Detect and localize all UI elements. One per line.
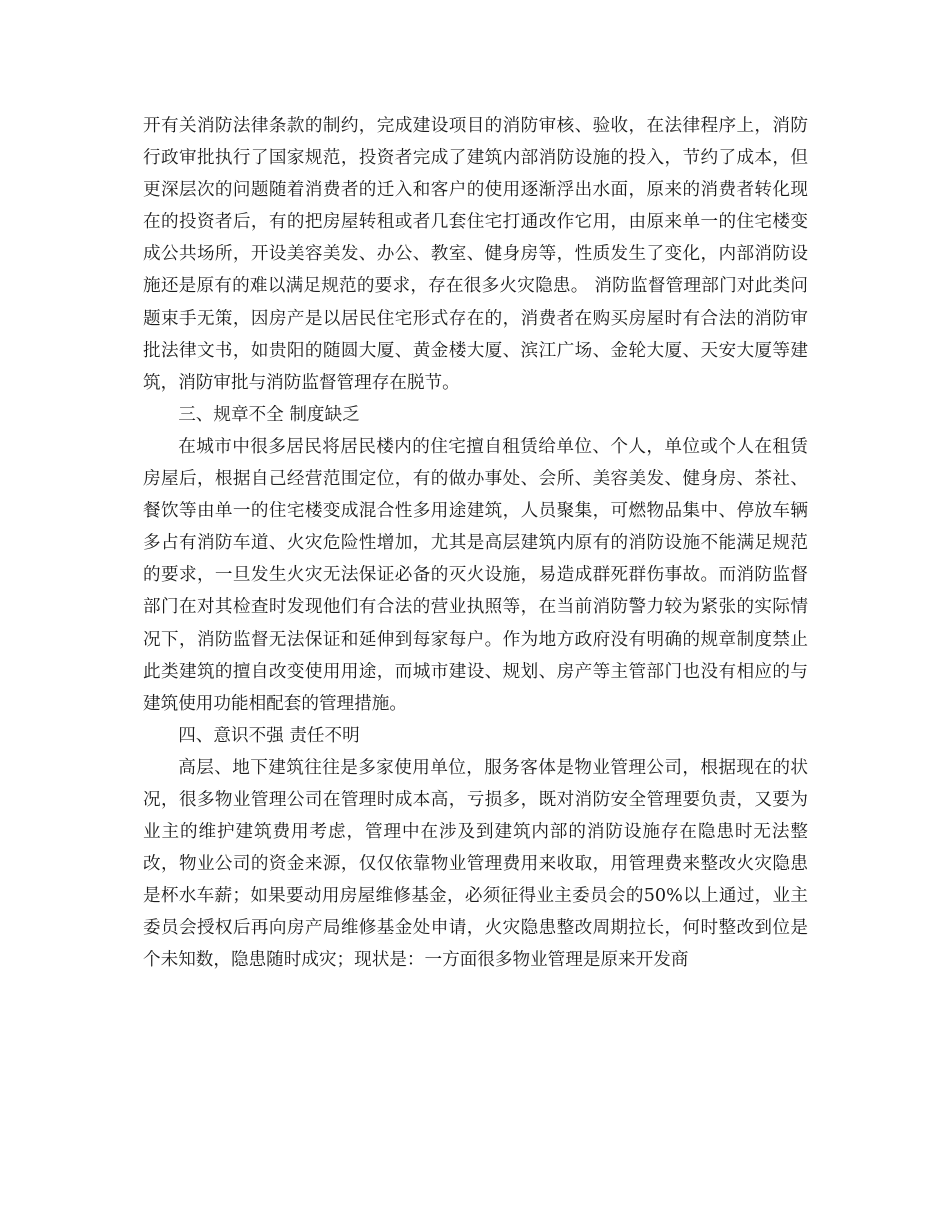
document-body xyxy=(143,110,808,977)
paragraph-awareness: 高层、地下建筑往往是多家使用单位，服务客体是物业管理公司，根据现在的状况，很多物业管理公司在管理时成本高，亏损多，既对消防安全管理要负责，又要为业主的维护建筑费用考虑，管理中在涉及到建筑内部的消防设施存在隐患时无法整改，物业公司的资金来源，仅仅依靠物业管理费用来收取，用管理费来整改火灾隐患是杯水车薪；如果要动用房屋维修基金，必须征得业主委员会的50%以上通过，业主委员会授权后再向房产局维修基金处申请，火灾隐患整改周期拉长，何时整改到位是个未知数，隐患随时成灾；现状是：一方面很多物业管理是原来开发商 xyxy=(143,757,808,971)
section-heading-awareness: 四、意识不强 责任不明 xyxy=(178,725,360,746)
paragraph-regulations: 在城市中很多居民将居民楼内的住宅擅自租赁给单位、个人，单位或个人在租赁房屋后，根据自己经营范围定位，有的做办事处、会所、美容美发、健身房、茶社、餐饮等由单一的住宅楼变成混合性多用途建筑，人员聚集，可燃物品集中、停放车辆多占有消防车道、火灾危险性增加，尤其是高层建筑内原有的消防设施不能满足规范的要求，一旦发生火灾无法保证必备的灭火设施，易造成群死群伤事故。而消防监督部门在对其检查时发现他们有合法的营业执照等，在当前消防警力较为紧张的实际情况下，消防监督无法保证和延伸到每家每户。作为地方政府没有明确的规章制度禁止此类建筑的擅自改变使用用途，而城市建设、规划、房产等主管部门也没有相应的与建筑使用功能相配套的管理措施。 xyxy=(143,436,808,714)
section-heading-regulations: 三、规章不全 制度缺乏 xyxy=(178,404,360,425)
paragraph-review-and-supervision-gap: 开有关消防法律条款的制约，完成建设项目的消防审核、验收，在法律程序上，消防行政审批执行了国家规范，投资者完成了建筑内部消防设施的投入，节约了成本，但更深层次的问题随着消费者的迁入和客户的使用逐渐浮出水面，原来的消费者转化现在的投资者后，有的把房屋转租或者几套住宅打通改作它用，由原来单一的住宅楼变成公共场所，开设美容美发、办公、教室、健身房等，性质发生了变化，内部消防设施还是原有的难以满足规范的要求，存在很多火灾隐患。 消防监督管理部门对此类问题束手无策，因房产是以居民住宅形式存在的，消费者在购买房屋时有合法的消防审批法律文书，如贵阳的随圆大厦、黄金楼大厦、滨江广场、金轮大厦、天安大厦等建筑，消防审批与消防监督管理存在脱节。 xyxy=(143,116,808,393)
